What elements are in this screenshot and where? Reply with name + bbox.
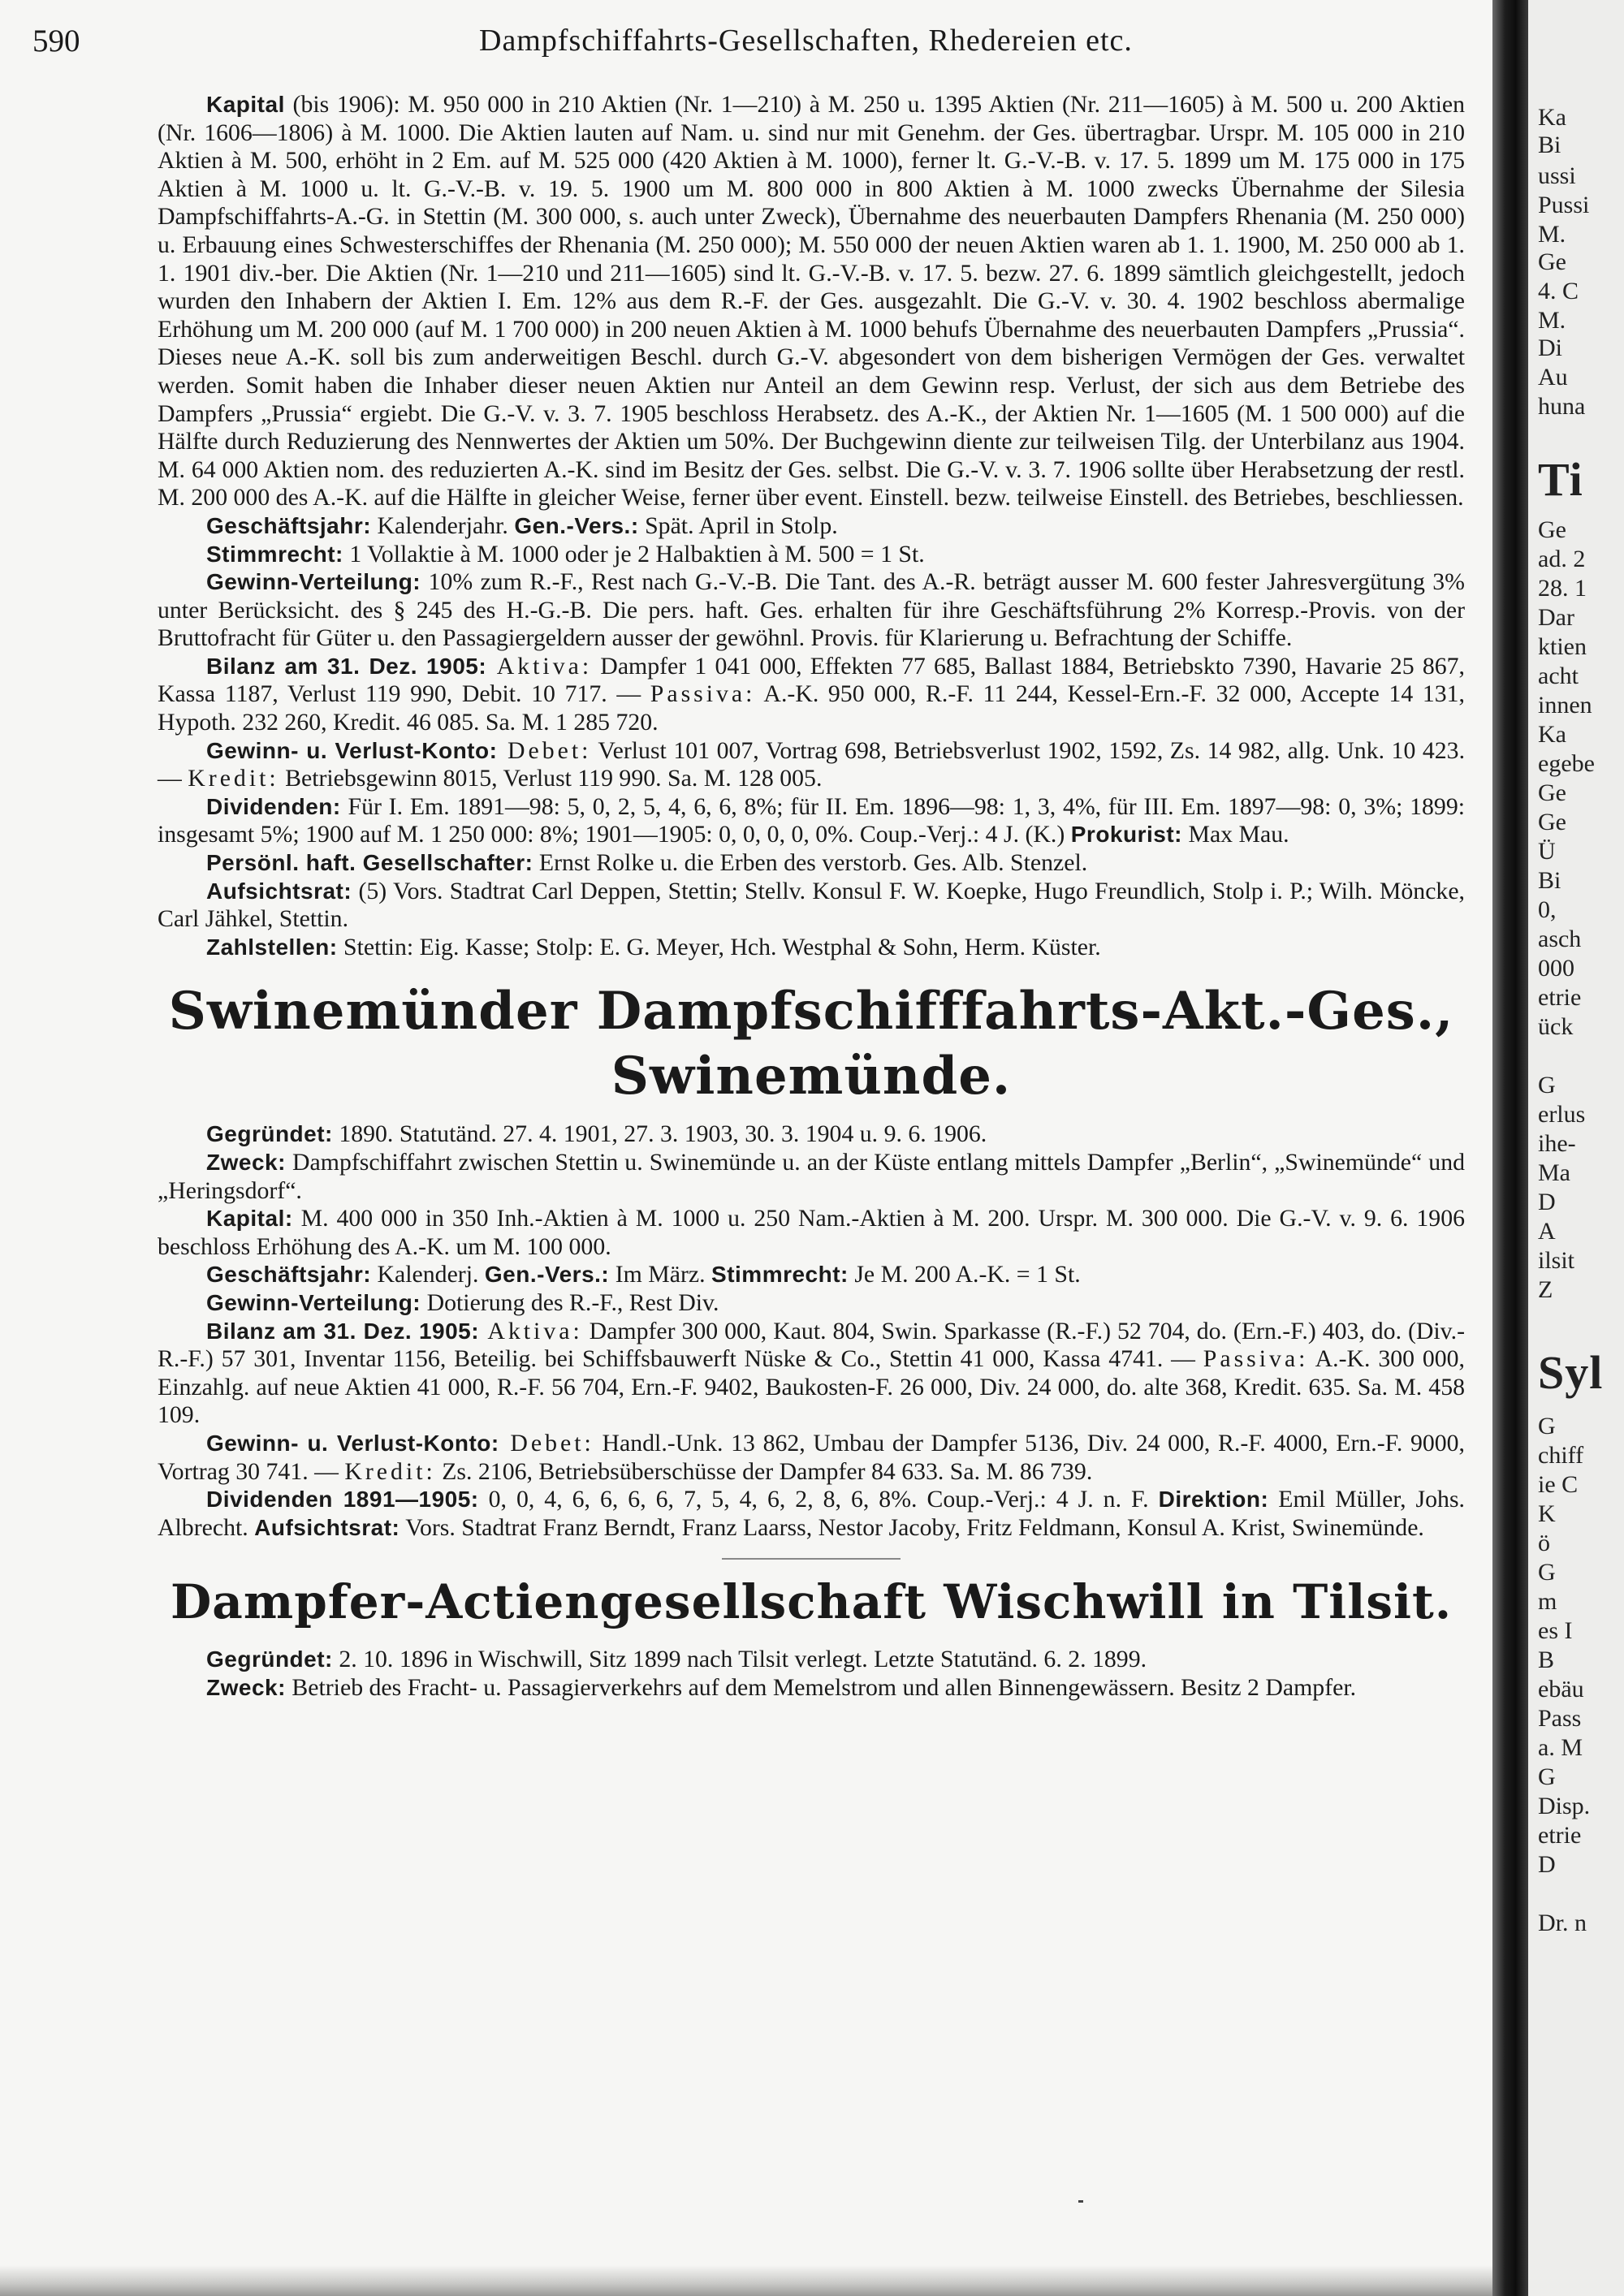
adjacent-page-fragment: Syl [1538, 1346, 1604, 1399]
entry-paragraph [158, 1205, 1465, 1261]
entry-label: Geschäftsjahr: [206, 512, 372, 538]
adjacent-page-fragment: Dar [1538, 604, 1574, 631]
entry-label: Gegründet: [206, 1121, 333, 1147]
entry-paragraph [158, 1149, 1465, 1205]
entry-paragraph [158, 1646, 1465, 1674]
adjacent-page-fragment: etrie [1538, 984, 1582, 1011]
adjacent-page-fragment: G [1538, 1413, 1556, 1439]
entry-text: Dampfer 1 041 000, Effekten 77 685, Ballast 1884, Betriebskto 7390, Havarie 25 867, Kassa 1187, Verlust 119 990, Debit. 10 717. — [158, 652, 1465, 708]
adjacent-page-fragment: Au [1538, 364, 1568, 391]
entry-label: Zahlstellen: [206, 934, 338, 960]
account-side-label: Aktiva: [479, 1317, 583, 1344]
entry-label: Bilanz am 31. Dez. 1905: [206, 653, 487, 679]
entry-text: Kalenderjahr. [371, 511, 515, 539]
adjacent-page-fragment: Ti [1538, 453, 1583, 506]
adjacent-page-strip [1528, 0, 1624, 2296]
entry-text: 1 Vollaktie à M. 1000 oder je 2 Halbaktien à M. 500 = 1 St. [343, 540, 925, 568]
entry-paragraph [158, 878, 1465, 934]
entry-text: Dotierung des R.-F., Rest Div. [421, 1288, 719, 1316]
book-spine-gutter [1492, 0, 1528, 2296]
section-divider [722, 1558, 901, 1560]
section-title-swinemuende: Swinemünder Dampfschifffahrts-Akt.-Ges., Swinemünde. [168, 981, 1454, 1107]
adjacent-page-fragment: 4. C [1538, 278, 1579, 304]
entry-text: (bis 1906): M. 950 000 in 210 Aktien (Nr. 1—210) à M. 250 u. 1395 Aktien (Nr. 211—1605) à M. 500 u. 200 Aktien (Nr. 1606—1806) à M. 1000. Die Aktien lauten auf Nam. u. sind nur mit Genehm. der Ges. übertragbar. Urspr. M. 105 000 in 210 Aktien à M. 500, erhöht in 2 Em. auf M. 525 000 (420 Aktien à M. 1000), ferner lt. G.-V.-B. v. 17. 5. 1899 um M. 175 000 in 175 Aktien à M. 1000 u. lt. G.-V.-B. v. 19. 5. 1900 um M. 800 000 in 800 Aktien à M. 1000 zwecks Übernahme der Silesia Dampfschiffahrts-A.-G. in Stettin (M. 300 000, s. auch unter Zweck), Übernahme des neuerbauten Dampfers Rhenania (M. 250 000) u. Erbauung eines Schwesterschiffes der Rhenania (M. 250 000); M. 550 000 der neuen Aktien waren ab 1. 1. 1900, M. 250 000 ab 1. 1. 1901 div.-ber. Die Aktien (Nr. 1—210 und 211—1605) sind lt. G.-V.-B. v. 17. 5. bezw. 27. 6. 1899 sämtlich gleichgestellt, jedoch wurden den Inhabern der Aktien I. Em. 12% aus dem R.-F. der Ges. ausgezahlt. Die G.-V. v. 30. 4. 1902 beschloss abermalige Erhöhung um M. 200 000 (auf M. 1 700 000) in 200 neuen Aktien à M. 1000 behufs Übernahme des neuerbauten Dampfers „Prussia“. Dieses neue A.-K. soll bis zum anderweitigen Beschl. durch G.-V. abgesondert von dem bisherigen Vermögen der Ges. verwaltet werden. Somit haben die Inhaber dieser neuen Aktien nur Anteil an dem Gewinn resp. Verlust, der sich aus dem Betriebe des Dampfers „Prussia“ ergiebt. Die G.-V. v. 3. 7. 1905 beschloss Herabsetz. des A.-K., der Aktien Nr. 1—1605 (M. 1 500 000) auf die Hälfte durch Reduzierung des Nennwertes der Aktien um 50%. Der Buchgewinn diente zur teilweisen Tilg. der Unterbilanz aus 1904. M. 64 000 Aktien nom. des reduzierten A.-K. sind im Besitz der Ges. selbst. Die G.-V. v. 3. 7. 1906 sollte über Herabsetzung der restl. M. 200 000 des A.-K. auf die Hälfte in gleicher Weise, ferner über event. Einstell. bezw. teilweise Einstell. des Betriebes, beschliessen. [158, 91, 1465, 511]
adjacent-page-fragment: ussi [1538, 162, 1576, 189]
entry-paragraph [158, 1486, 1465, 1542]
entry-label: Gewinn- u. Verlust-Konto: [206, 1430, 499, 1456]
entry-text: Emil Müller, Johs. Albrecht. [158, 1486, 1465, 1541]
entry-paragraph [158, 1289, 1465, 1318]
adjacent-page-fragment: ie C [1538, 1471, 1579, 1498]
adjacent-page-fragment: ad. 2 [1538, 546, 1586, 572]
adjacent-page-fragment: Ka [1538, 104, 1566, 131]
adjacent-page-fragment: A [1538, 1218, 1556, 1245]
adjacent-page-fragment: Dr. n [1538, 1910, 1587, 1936]
section-title-wischwill: Dampfer-Actiengesellschaft Wischwill in Tilsit. [170, 1574, 1453, 1630]
entry-paragraph [158, 849, 1465, 878]
adjacent-page-fragment: Ü [1538, 838, 1556, 865]
adjacent-page-fragment: Pass [1538, 1705, 1582, 1732]
adjacent-page-fragment: Di [1538, 334, 1562, 361]
adjacent-page-fragment: a. M [1538, 1734, 1583, 1761]
entry-paragraph [158, 1120, 1465, 1149]
entry-text: 10% zum R.-F., Rest nach G.-V.-B. Die Tant. des A.-R. beträgt ausser M. 600 fester Jahresvergütung 3% unter Berücksicht. des § 245 des H.-G.-B. Die pers. haft. Ges. erhalten für ihre Geschäftsführung 2% Korresp.-Provis. von der Bruttofracht für Güter u. den Passagiergeldern ausser der gewöhnl. Provis. für Klarierung u. Befrachtung der Schiffe. [158, 568, 1465, 652]
adjacent-page-fragment: Pussi [1538, 192, 1590, 218]
adjacent-page-fragment: ö [1538, 1530, 1550, 1556]
adjacent-page-fragment: D [1538, 1189, 1556, 1215]
entry-paragraph [158, 1261, 1465, 1289]
entry-label: Zweck: [206, 1150, 286, 1175]
adjacent-page-fragment: acht [1538, 662, 1579, 689]
ink-mark [1078, 2200, 1083, 2203]
adjacent-page-fragment: ück [1538, 1013, 1574, 1040]
entry-paragraph [158, 1674, 1465, 1703]
adjacent-page-fragment: M. [1538, 307, 1566, 334]
adjacent-page-fragment: G [1538, 1072, 1556, 1098]
adjacent-page-fragment: 0, [1538, 896, 1557, 923]
adjacent-page-fragment: ebäu [1538, 1676, 1584, 1703]
adjacent-page-fragment: G [1538, 1763, 1556, 1790]
adjacent-page-fragment: Ma [1538, 1159, 1570, 1186]
adjacent-page-fragment: 000 [1538, 955, 1574, 982]
entry-text: A.-K. 300 000, Einzahlg. auf neue Aktien 41 000, R.-F. 56 704, Ern.-F. 9402, Baukosten-F. 26 000, Div. 24 000, do. alte 368, Kredit. 635. Sa. M. 458 109. [158, 1345, 1466, 1429]
entry-label: Stimmrecht: [206, 541, 343, 567]
account-side-label: Kredit: [344, 1457, 436, 1485]
entry-label: Dividenden: [206, 793, 341, 819]
entry-paragraph [158, 512, 1465, 541]
adjacent-page-fragment: Ge [1538, 779, 1566, 806]
entry-text: Max Mau. [1182, 821, 1289, 848]
entry-text: Kalenderj. [371, 1261, 485, 1288]
entry-text: M. 400 000 in 350 Inh.-Aktien à M. 1000 u. 250 Nam.-Aktien à M. 200. Urspr. M. 300 000. Die G.-V. v. 9. 6. 1906 beschloss Erhöhung des A.-K. um M. 100 000. [158, 1205, 1465, 1260]
account-side-label: Debet: [499, 1429, 594, 1457]
adjacent-page-fragment: G [1538, 1559, 1556, 1586]
adjacent-page-fragment: 28. 1 [1538, 575, 1587, 602]
adjacent-page-fragment: asch [1538, 926, 1582, 952]
entry-text: Dampfer 300 000, Kaut. 804, Swin. Sparkasse (R.-F.) 52 704, do. (Ern.-F.) 403, do. (Div.-R.-F.) 57 301, Inventar 1156, Beteilig. bei Schiffsbauwerft Nüske & Co., Stettin 41 000, Kassa 4741. — [158, 1317, 1466, 1373]
adjacent-page-fragment: M. [1538, 221, 1566, 248]
entry-label: Stimmrecht: [711, 1262, 849, 1288]
adjacent-page-fragment: ktien [1538, 633, 1587, 660]
adjacent-page-fragment: huna [1538, 393, 1586, 420]
entry-text: (5) Vors. Stadtrat Carl Deppen, Stettin; Stellv. Konsul F. W. Koepke, Hugo Freundlich, Stolp i. P.; Wilh. Möncke, Carl Jähkel, Stettin. [158, 877, 1465, 933]
entry-label: Geschäftsjahr: [206, 1262, 372, 1288]
entry-paragraph [158, 91, 1465, 512]
adjacent-page-fragment: m [1538, 1588, 1557, 1615]
entry-text: Ernst Rolke u. die Erben des verstorb. Ges. Alb. Stenzel. [533, 849, 1088, 877]
account-side-label: Passiva: [1203, 1345, 1309, 1373]
section-swinemuende [158, 1120, 1465, 1542]
entry-text: Betrieb des Fracht- u. Passagierverkehrs auf dem Memelstrom und allen Binnengewässern. Besitz 2 Dampfer. [285, 1673, 1357, 1701]
entry-label: Gewinn-Verteilung: [206, 1289, 421, 1315]
account-side-label: Aktiva: [486, 652, 593, 680]
entry-paragraph [158, 541, 1465, 569]
entry-paragraph [158, 793, 1465, 849]
adjacent-page-fragment: ihe- [1538, 1130, 1576, 1157]
entry-text: Dampfschiffahrt zwischen Stettin u. Swinemünde u. an der Küste entlang mittels Dampfer „Berlin“, „Swinemünde“ und „Heringsdorf“. [158, 1149, 1465, 1204]
adjacent-page-fragment: Disp. [1538, 1793, 1591, 1819]
entry-label: Zweck: [206, 1674, 286, 1700]
entry-text: 2. 10. 1896 in Wischwill, Sitz 1899 nach Tilsit verlegt. Letzte Statutänd. 6. 2. 1899. [332, 1646, 1147, 1673]
entry-text: Handl.-Unk. 13 862, Umbau der Dampfer 5136, Div. 24 000, R.-F. 4000, Ern.-F. 9000, Vortrag 30 741. — [158, 1429, 1466, 1485]
entry-label: Persönl. haft. Gesellschafter: [206, 850, 533, 876]
entry-label: Gewinn- u. Verlust-Konto: [206, 737, 498, 763]
entry-text: Betriebsgewinn 8015, Verlust 119 990. Sa. M. 128 005. [279, 765, 823, 792]
entry-text: Spät. April in Stolp. [638, 511, 838, 539]
adjacent-page-fragment: B [1538, 1646, 1555, 1673]
account-side-label: Debet: [497, 736, 592, 764]
entry-label: Gen.-Vers.: [514, 512, 639, 538]
adjacent-page-fragment: Ge [1538, 809, 1566, 835]
entry-label: Dividenden 1891—1905: [206, 1487, 479, 1513]
entry-text: Für I. Em. 1891—98: 5, 0, 2, 5, 4, 6, 6, 8%; für II. Em. 1896—98: 1, 3, 4%, für III. Em. 1897—98: 0, 3%; 1899: insgesamt 5%; 1900 auf M. 1 250 000: 8%; 1901—1905: 0, 0, 0, 0, 0%. Coup.-Verj.: 4 J. (K.) [158, 792, 1465, 848]
page-number: 590 [32, 24, 80, 58]
adjacent-page-fragment: K [1538, 1500, 1556, 1527]
entry-paragraph [158, 737, 1465, 793]
entry-label: Direktion: [1158, 1487, 1269, 1513]
entry-text: Zs. 2106, Betriebsüberschüsse der Dampfer 84 633. Sa. M. 86 739. [435, 1457, 1093, 1485]
entry-label: Aufsichtsrat: [206, 878, 352, 904]
adjacent-page-fragment: chiff [1538, 1442, 1584, 1469]
adjacent-page-fragment: erlus [1538, 1101, 1586, 1128]
entry-label: Prokurist: [1070, 822, 1182, 848]
adjacent-page-fragment: Bi [1538, 867, 1561, 894]
adjacent-page-fragment: egebe [1538, 750, 1595, 777]
adjacent-page-fragment: Z [1538, 1276, 1553, 1303]
entry-paragraph [158, 653, 1465, 737]
adjacent-page-fragment: D [1538, 1851, 1556, 1878]
adjacent-page-fragment: es I [1538, 1617, 1573, 1644]
entry-paragraph [158, 1318, 1465, 1430]
entry-label: Gen.-Vers.: [484, 1262, 610, 1288]
entry-paragraph [158, 934, 1465, 962]
section-wischwill [158, 1646, 1465, 1702]
running-title: Dampfschiffahrts-Gesellschaften, Rhedereien etc. [479, 24, 1133, 58]
adjacent-page-fragment: innen [1538, 692, 1592, 719]
entry-label: Gegründet: [206, 1646, 333, 1672]
adjacent-page-fragment: Ge [1538, 248, 1566, 275]
entry-paragraph [158, 1430, 1465, 1486]
entry-text: Vors. Stadtrat Franz Berndt, Franz Laarss, Nestor Jacoby, Fritz Feldmann, Konsul A. Krist, Swinemünde. [400, 1513, 1424, 1541]
entry-text: Je M. 200 A.-K. = 1 St. [848, 1261, 1081, 1288]
adjacent-page-fragment: Bi [1538, 132, 1561, 158]
page-bottom-edge [0, 2265, 1494, 2296]
entry-text: Stettin: Eig. Kasse; Stolp: E. G. Meyer, Hch. Westphal & Sohn, Herm. Küster. [337, 933, 1101, 960]
entry-label: Kapital: [206, 1206, 293, 1232]
entry-text: A.-K. 950 000, R.-F. 11 244, Kessel-Ern.-F. 32 000, Accepte 14 131, Hypoth. 232 260, Kredit. 46 085. Sa. M. 1 285 720. [158, 680, 1465, 736]
entry-label: Gewinn-Verteilung: [206, 569, 421, 595]
account-side-label: Passiva: [650, 680, 756, 708]
main-column [158, 91, 1465, 1703]
entry-label: Aufsichtsrat: [254, 1514, 400, 1540]
entry-label: Kapital [206, 92, 285, 117]
entry-text: 0, 0, 4, 6, 6, 6, 6, 7, 5, 4, 6, 2, 8, 6, 8%. Coup.-Verj.: 4 J. n. F. [478, 1486, 1159, 1513]
adjacent-page-fragment: ilsit [1538, 1247, 1575, 1274]
account-side-label: Kredit: [188, 765, 279, 792]
entry-label: Bilanz am 31. Dez. 1905: [206, 1318, 480, 1344]
entry-text: Im März. [609, 1261, 712, 1288]
adjacent-page-fragment: Ge [1538, 516, 1566, 543]
entry-text: Verlust 101 007, Vortrag 698, Betriebsverlust 1902, 1592, Zs. 14 982, allg. Unk. 10 423. — [158, 736, 1466, 792]
entry-paragraph [158, 568, 1465, 653]
adjacent-page-fragment: etrie [1538, 1822, 1582, 1849]
section-stolp-company [158, 91, 1465, 961]
adjacent-page-fragment: Ka [1538, 721, 1566, 748]
page-header [32, 23, 1462, 63]
entry-text: 1890. Statutänd. 27. 4. 1901, 27. 3. 1903, 30. 3. 1904 u. 9. 6. 1906. [332, 1120, 987, 1148]
